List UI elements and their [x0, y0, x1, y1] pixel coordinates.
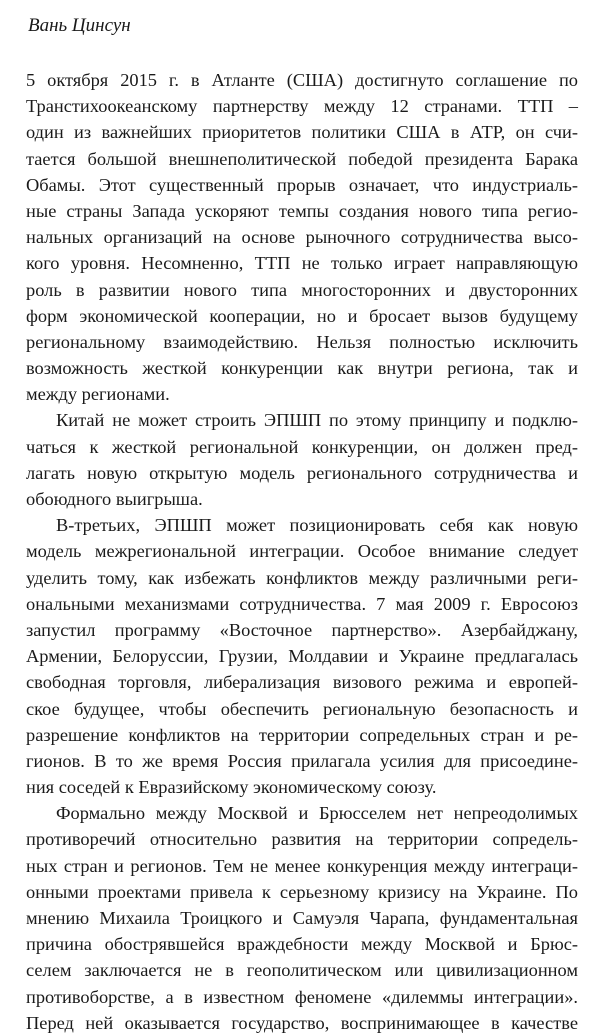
text-line: гионов. В то же время Россия прилагала усилия для присоедине-: [26, 750, 578, 771]
text-line: ское будущее, чтобы обеспечить региональную безопасность и: [26, 698, 578, 719]
text-line: возможность жесткой конкуренции как внутри региона, так и: [26, 358, 578, 379]
paragraph: [26, 407, 578, 512]
text-line: ональными механизмами сотрудничества. 7 мая 2009 г. Евросоюз: [26, 593, 578, 614]
text-line: модель межрегиональной интеграции. Особое внимание следует: [26, 541, 578, 562]
text-line: причина обострявшейся враждебности между Москвой и Брюс-: [26, 934, 578, 955]
text-line: 5 октября 2015 г. в Атланте (США) достигнуто соглашение по: [26, 70, 578, 90]
text-line: свободная торговля, либерализация визового режима и европей-: [26, 672, 578, 693]
text-line: тается большой внешнеполитической победой президента Барака: [26, 148, 578, 169]
text-line: роль в развитии нового типа многосторонних и двусторонних: [26, 279, 578, 300]
text-line: Транстихоокеанскому партнерству между 12 странами. ТТП –: [26, 96, 578, 117]
text-line: Армении, Белоруссии, Грузии, Молдавии и Украине предлагалась: [26, 646, 578, 667]
text-line: Формально между Москвой и Брюсселем нет непреодолимых: [56, 803, 578, 824]
text-line: мнению Михаила Троицкого и Самуэля Чарапа, фундаментальная: [26, 908, 578, 928]
text-line: Перед ней оказывается государство, воспринимающее в качестве: [26, 1012, 578, 1033]
text-line: между регионами.: [26, 384, 170, 405]
text-line: чаться к жесткой региональной конкуренции, он должен пред-: [26, 436, 578, 457]
text-line: ния соседей к Евразийскому экономическому союзу.: [26, 777, 437, 798]
text-line: противоборстве, а в известном феномене «дилеммы интеграции».: [26, 986, 578, 1007]
text-line: селем заключается не в геополитическом или цивилизационном: [26, 960, 578, 981]
text-line: запустил программу «Восточное партнерство». Азербайджану,: [26, 619, 578, 640]
text-line: кого уровня. Несомненно, ТТП не только играет направляющую: [26, 253, 578, 274]
text-line: уделить тому, как избежать конфликтов между различными реги-: [26, 567, 578, 588]
text-line: один из важнейших приоритетов политики США в АТР, он счи-: [26, 122, 578, 143]
text-line: разрешение конфликтов на территории сопредельных стран и ре-: [26, 724, 578, 745]
text-line: противоречий относительно развития на территории сопредель-: [26, 829, 578, 850]
text-line: Обамы. Этот существенный прорыв означает, что индустриаль-: [26, 174, 578, 195]
text-line: лагать новую открытую модель регионального сотрудничества и: [26, 462, 578, 483]
text-line: В-третьих, ЭПШП может позиционировать себя как новую: [56, 515, 578, 536]
paragraph: [26, 800, 578, 1036]
text-line: ных стран и регионов. Тем не менее конкуренция между интеграци-: [26, 855, 578, 876]
text-line: нальных организаций на основе рыночного сотрудничества высо-: [26, 227, 578, 248]
text-line: ные страны Запада ускоряют темпы создания нового типа регио-: [26, 200, 578, 221]
body-text: [26, 67, 578, 1036]
paragraph: [26, 67, 578, 407]
text-line: обоюдного выигрыша.: [26, 489, 203, 509]
running-head-author: Вань Цинсун: [28, 15, 131, 36]
text-line: онными проектами привела к серьезному кризису на Украине. По: [26, 881, 578, 902]
text-line: Китай не может строить ЭПШП по этому принципу и подклю-: [56, 410, 578, 431]
text-line: форм экономической кооперации, но и бросает вызов будущему: [26, 305, 578, 326]
paragraph: [26, 512, 578, 800]
text-line: региональному взаимодействию. Нельзя полностью исключить: [26, 331, 578, 352]
